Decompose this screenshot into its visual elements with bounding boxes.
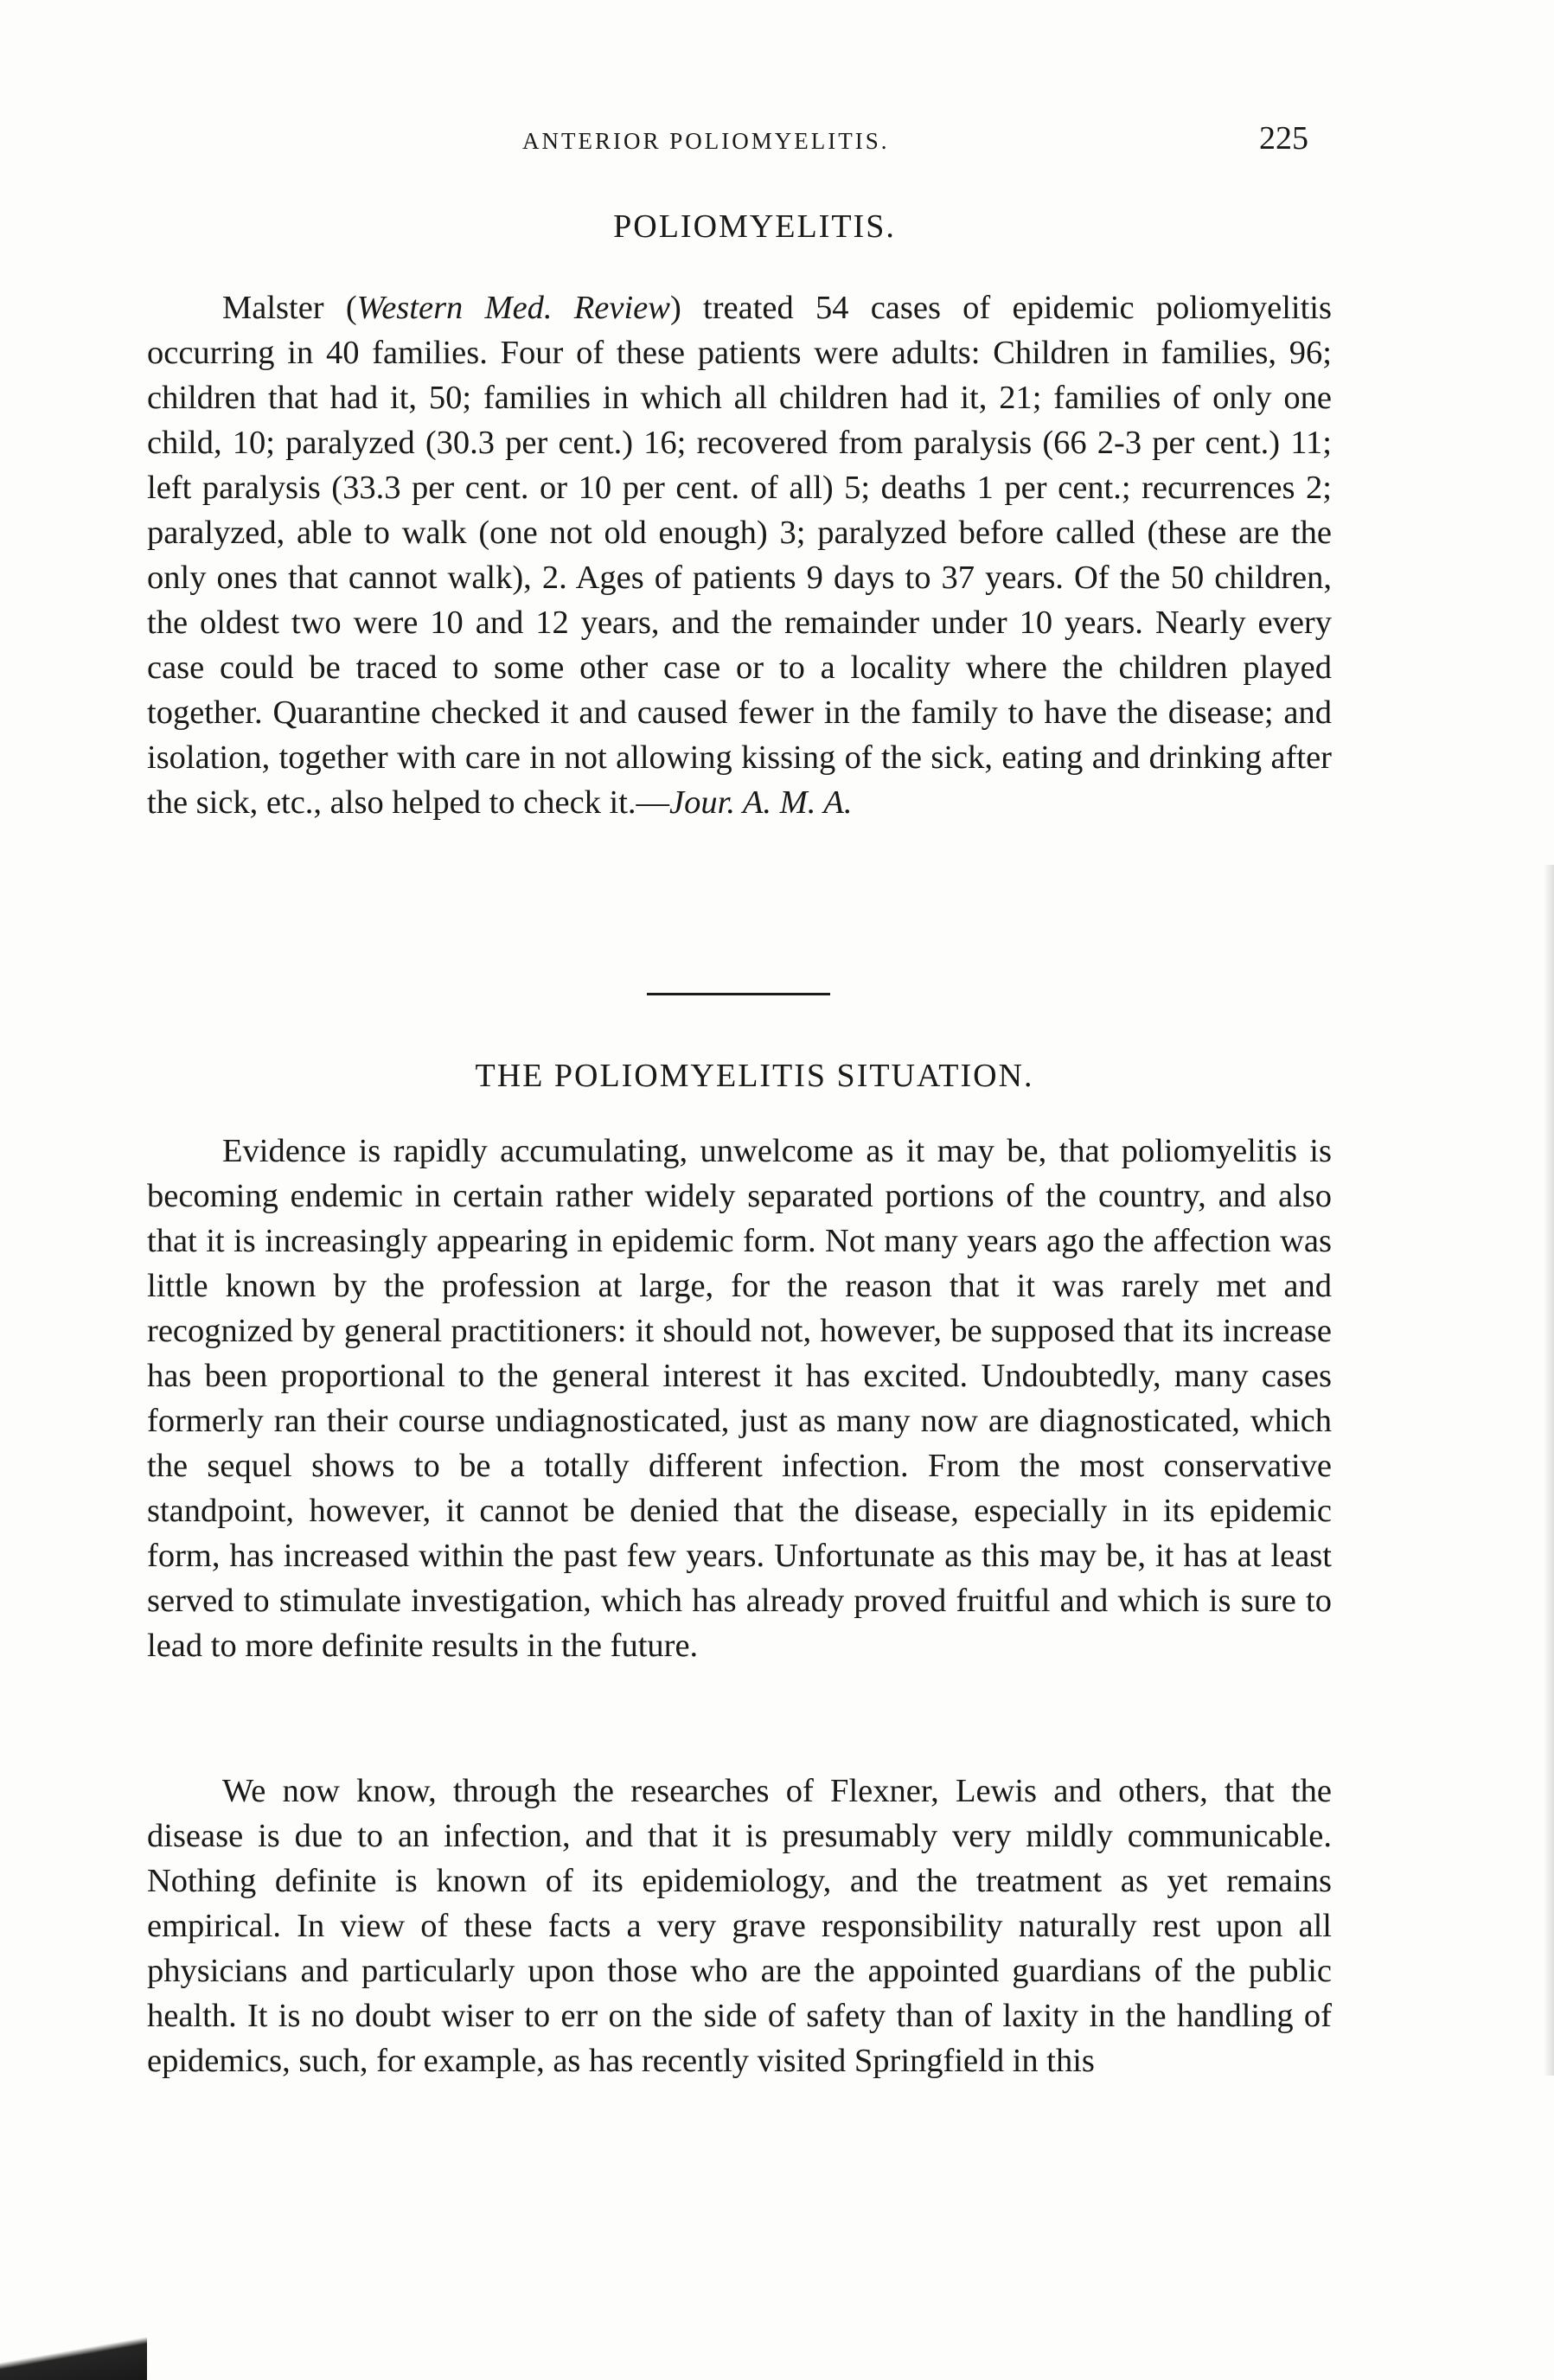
running-head: ANTERIOR POLIOMYELITIS. bbox=[522, 128, 890, 154]
paragraph-malster-report bbox=[147, 285, 1332, 825]
text-run: Evidence is rapidly accumulating, unwelcome as it may be, that poliomyelitis is becoming endemic in certain rather widely separated portions of the country, and also that it is increasingly appearing in epidemic form. Not many years ago the affection was little known by the profession at large, for the reason that it was rarely met and recognized by general practitioners: it should not, however, be supposed that its increase has been proportional to the general interest it has excited. Undoubtedly, many cases formerly ran their course undiagnosticated, just as many now are diagnosticated, which the sequel shows to be a totally different infection. From the most conservative standpoint, however, it cannot be denied that the disease, especially in its epidemic form, has increased within the past few years. Unfortunate as this may be, it has at least served to stimulate investigation, which has already proved fruitful and which is sure to lead to more definite results in the future. bbox=[147, 1133, 1332, 1664]
section-title-poliomyelitis: POLIOMYELITIS. bbox=[613, 208, 896, 245]
paragraph-evidence bbox=[147, 1129, 1332, 1668]
paragraph-flexner-research bbox=[147, 1769, 1332, 2083]
journal-citation-jama: Jour. A. M. A. bbox=[669, 784, 853, 821]
text-run: Malster ( bbox=[222, 290, 357, 326]
journal-citation-western-med-review: Western Med. Review bbox=[356, 290, 670, 326]
section-divider bbox=[647, 993, 830, 995]
section-title-poliomyelitis-situation: THE POLIOMYELITIS SITUATION. bbox=[475, 1058, 1034, 1094]
page-number: 225 bbox=[1259, 120, 1308, 157]
text-run: ) treated 54 cases of epidemic poliomyelitis occurring in 40 families. Four of these patients were adults: Children in families, 96; children that had it, 50; families in which all children had it, 21; families of only one child, 10; paralyzed (30.3 per cent.) 16; recovered from paralysis (66 2-3 per cent.) 11; left paralysis (33.3 per cent. or 10 per cent. of all) 5; deaths 1 per cent.; recurrences 2; paralyzed, able to walk (one not old enough) 3; paralyzed before called (these are the only ones that cannot walk), 2. Ages of patients 9 days to 37 years. Of the 50 children, the oldest two were 10 and 12 years, and the remainder under 10 years. Nearly every case could be traced to some other case or to a locality where the children played together. Quarantine checked it and caused fewer in the family to have the disease; and isolation, together with care in not allowing kissing of the sick, eating and drinking after the sick, etc., also helped to check it.— bbox=[147, 290, 1332, 821]
scan-edge-shadow bbox=[1544, 865, 1554, 2076]
text-run: We now know, through the researches of Flexner, Lewis and others, that the disease is due to an infection, and that it is presumably very mildly communicable. Nothing definite is known of its epidemiology, and the treatment as yet remains empirical. In view of these facts a very grave responsibility naturally rest upon all physicians and particularly upon those who are the appointed guardians of the public health. It is no doubt wiser to err on the side of safety than of laxity in the handling of epidemics, such, for example, as has recently visited Springfield in this bbox=[147, 1773, 1332, 2079]
scan-corner-shadow bbox=[0, 2319, 147, 2380]
